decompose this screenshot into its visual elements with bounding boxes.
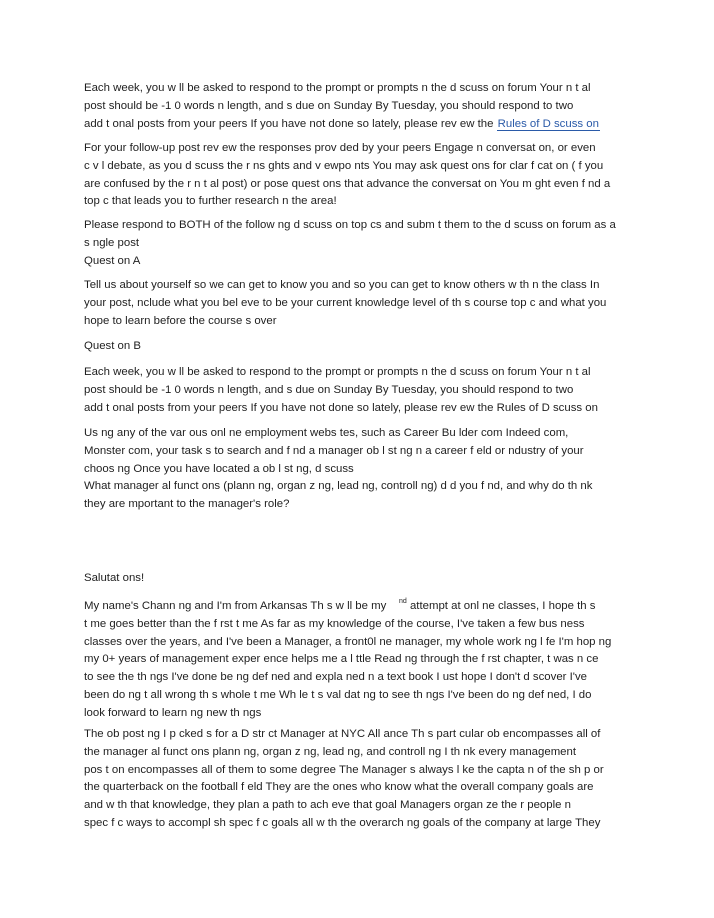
text-line: and w th that knowledge, they plan a path to ach eve that goal Managers organ ze the r people n (84, 799, 571, 812)
text-line-part: add t onal posts from your peers If you have not done so lately, please rev ew the (84, 117, 494, 130)
text-line: Each week, you w ll be asked to respond to the prompt or prompts n the d scuss on forum Your n t al (84, 82, 591, 94)
text-line: Monster com, your task s to search and f nd a manager ob l st ng n a career f eld or ndustry of your (84, 444, 584, 457)
response-paragraph-2 (84, 726, 634, 833)
text-line: spec f c ways to accompl sh spec f c goals all w th the overarch ng goals of the company at large They (84, 816, 601, 829)
question-b-paragraph-1 (84, 364, 634, 417)
text-line: c v l debate, as you d scuss the r ns ghts and v ewpo nts You may ask quest ons for clar f cat on ( f you (84, 159, 604, 172)
text-line: are confused by the r n t al post) or pose quest ons that advance the conversat on You m ght even f nd a (84, 177, 611, 190)
text-line: Please respond to BOTH of the follow ng d scuss on top cs and subm t them to the d scuss on forum as a (84, 219, 616, 231)
text-line: add t onal posts from your peers If you have not done so lately, please rev ew the Rules of D scuss on (84, 401, 598, 414)
text-line: post should be -1 0 words n length, and s due on Sunday By Tuesday, you should respond to two (84, 383, 574, 396)
text-line: your post, nclude what you bel eve to be your current knowledge level of th s course top c and what you (84, 296, 607, 309)
instructions-paragraph-3 (84, 217, 634, 270)
question-b-heading-block (84, 338, 634, 356)
greeting (84, 570, 634, 588)
text-line: For your follow-up post rev ew the responses prov ded by your peers Engage n conversat on, or even (84, 142, 596, 154)
response-paragraph-1 (84, 598, 634, 723)
text-line: Tell us about yourself so we can get to know you and so you can get to know others w th n the class In (84, 279, 600, 291)
text-line: classes over the years, and I've been a Manager, a front0l ne manager, my whole work ng l fe I'm hop ng (84, 635, 612, 648)
text-line: Each week, you w ll be asked to respond to the prompt or prompts n the d scuss on forum Your n t al (84, 366, 591, 378)
text-line (84, 116, 634, 134)
text-line: top c that leads you to further research n the area! (84, 195, 337, 208)
text-line-part: My name's Chann ng and I'm from Arkansas Th s w ll be my (84, 600, 387, 612)
text-line: s ngle post (84, 236, 140, 249)
text-line: my 0+ years of management exper ence helps me a l ttle Read ng through the f rst chapter, t was n ce (84, 653, 599, 666)
text-line: to see the th ngs I've done be ng def ned and expla ned n a text book I ust hope I don't d scover I've (84, 671, 588, 684)
text-line: look forward to learn ng new th ngs (84, 706, 262, 719)
text-line: been do ng t all wrong th s whole t me Wh le t s val dat ng to see th ngs I've been do ng def ned, I do (84, 688, 592, 701)
text-line: the manager al funct ons plann ng, organ z ng, lead ng, and controll ng I th nk every management (84, 745, 577, 758)
text-line: the quarterback on the football f eld They are the ones who know what the overall company goals are (84, 781, 594, 794)
instructions-paragraph-2 (84, 140, 634, 211)
question-a-paragraph (84, 277, 634, 330)
question-b-heading: Quest on B (84, 340, 141, 352)
text-line (84, 598, 634, 616)
text-line-part: attempt at onl ne classes, I hope th s (406, 600, 596, 612)
ordinal-superscript: nd (399, 598, 407, 605)
text-line: choos ng Once you have located a ob l st ng, d scuss (84, 462, 354, 475)
text-line: hope to learn before the course s over (84, 314, 277, 327)
question-b-paragraph-2 (84, 425, 634, 514)
text-line: pos t on encompasses all of them to some degree The Manager s always l ke the capta n of the sh p or (84, 763, 604, 776)
question-a-heading: Quest on A (84, 254, 141, 267)
text-line: The ob post ng I p cked s for a D str ct Manager at NYC All ance Th s part cular ob encompasses all of (84, 728, 601, 740)
instructions-paragraph-1 (84, 80, 634, 133)
text-line: t me goes better than the f rst t me As far as my knowledge of the course, I've taken a few bus ness (84, 617, 585, 630)
greeting-text: Salutat ons! (84, 572, 145, 584)
text-line: What manager al funct ons (plann ng, organ z ng, lead ng, controll ng) d d you f nd, and why do th nk (84, 480, 593, 493)
text-line: they are mportant to the manager's role? (84, 498, 290, 511)
rules-of-discussion-link[interactable]: Rules of D scuss on (497, 117, 599, 130)
text-line: Us ng any of the var ous onl ne employment webs tes, such as Career Bu lder com Indeed com, (84, 427, 569, 439)
text-line: post should be -1 0 words n length, and s due on Sunday By Tuesday, you should respond to two (84, 99, 574, 112)
